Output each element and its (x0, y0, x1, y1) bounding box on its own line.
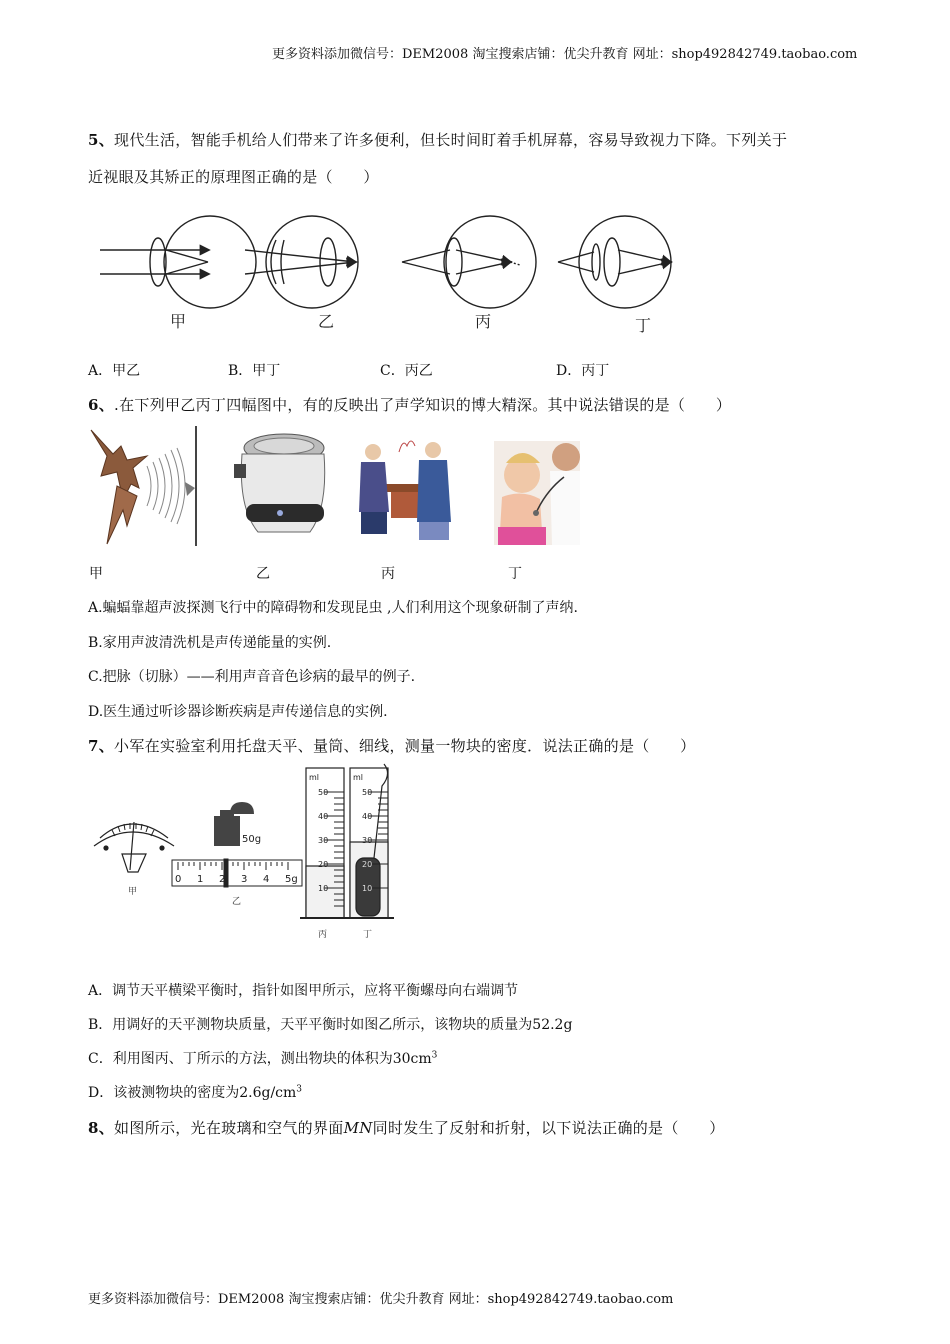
eye-diagram-yi (245, 216, 358, 308)
q6-pulse-diagnosis-image (355, 432, 455, 546)
eye-diagram-bing (402, 216, 536, 308)
q7-figure (88, 762, 408, 942)
q7-option-c-sup: 3 (431, 1050, 438, 1061)
page-header: 更多资料添加微信号：DEM2008 淘宝搜索店铺：优尖升教育 网址：shop492842749.taobao.com (272, 47, 858, 62)
q6-stethoscope-image (494, 441, 580, 545)
q5-fig-label-ding: 丁 (635, 316, 652, 335)
q7-fig-label-ding: 丁 (363, 930, 373, 940)
q5-text-1: 现代生活，智能手机给人们带来了许多便利，但长时间盯着手机屏幕，容易导致视力下降。下列关于 (114, 131, 788, 149)
q6-option-b: B.家用声波清洗机是声传递能量的实例. (88, 635, 332, 651)
q7-fig-label-jia: 甲 (128, 887, 138, 897)
q7-stem (88, 735, 695, 756)
ruler-tick-5: 5g (285, 874, 298, 885)
riding-scale-ruler (172, 859, 302, 887)
ruler-tick-1: 1 (197, 874, 204, 885)
q5-option-a: A．甲乙 (88, 363, 141, 379)
eye-diagram-jia (100, 216, 256, 308)
q5-fig-label-yi: 乙 (318, 312, 335, 331)
q7-option-c (88, 1048, 437, 1068)
q6-fig-label-jia: 甲 (89, 566, 103, 582)
q7-option-b: B．用调好的天平测物块质量，天平平衡时如图乙所示，该物块的质量为52.2g (88, 1017, 573, 1033)
q6-fig-label-ding: 丁 (508, 566, 522, 582)
q6-number: 6、 (88, 396, 115, 414)
q6-option-d: D.医生通过听诊器诊断疾病是声传递信息的实例. (88, 704, 388, 720)
balance-pointer-diagram (94, 822, 174, 872)
cyl-bing-tick-20: 20 (318, 860, 329, 869)
q6-stem (88, 394, 731, 415)
cyl-ding-tick-10: 10 (362, 884, 373, 893)
cyl-ding-unit: ml (353, 773, 364, 782)
q6-option-c: C.把脉（切脉）——利用声音音色诊病的最早的例子. (88, 669, 416, 685)
cyl-ding-tick-50: 50 (362, 788, 373, 797)
weight-label: 50g (242, 834, 262, 845)
q6-fig-label-bing: 丙 (381, 566, 395, 582)
q6-ultrasonic-cleaner-image (228, 428, 332, 544)
q7-fig-label-yi: 乙 (232, 897, 242, 907)
page-footer: 更多资料添加微信号：DEM2008 淘宝搜索店铺：优尖升教育 网址：shop492842749.taobao.com (88, 1292, 674, 1307)
q8-interface-mn: MN (343, 1119, 373, 1137)
cyl-bing-tick-40: 40 (318, 812, 329, 821)
ruler-tick-3: 3 (241, 874, 248, 885)
q6-fig-label-yi: 乙 (256, 566, 270, 582)
ruler-tick-0: 0 (175, 874, 182, 885)
ruler-tick-2: 2 (219, 874, 226, 885)
ruler-tick-4: 4 (263, 874, 270, 885)
q5-option-b: B．甲丁 (228, 363, 281, 379)
q5-eye-diagrams (90, 210, 690, 340)
q5-number: 5、 (88, 131, 115, 149)
q5-fig-label-jia: 甲 (170, 312, 187, 331)
q5-fig-label-bing: 丙 (475, 312, 492, 331)
q7-option-a: A．调节天平横梁平衡时，指针如图甲所示，应将平衡螺母向右端调节 (88, 983, 519, 999)
cyl-bing-tick-10: 10 (318, 884, 329, 893)
q7-fig-label-bing: 丙 (318, 930, 328, 940)
cyl-bing-tick-30: 30 (318, 836, 329, 845)
cyl-ding-tick-30: 30 (362, 836, 373, 845)
q8-number: 8、 (88, 1119, 115, 1137)
q5-option-d: D．丙丁 (556, 363, 610, 379)
q7-text: 小军在实验室利用托盘天平、量筒、细线，测量一物块的密度．说法正确的是（ ） (114, 737, 696, 755)
cyl-bing-tick-50: 50 (318, 788, 329, 797)
cyl-bing-unit: ml (309, 773, 320, 782)
q7-option-c-text: C．利用图丙、丁所示的方法，测出物块的体积为30cm (88, 1051, 432, 1067)
eye-diagram-ding (558, 216, 671, 308)
q6-bat-image (87, 426, 199, 546)
cyl-ding-tick-40: 40 (362, 812, 373, 821)
q7-option-d (88, 1082, 302, 1102)
q6-text: .在下列甲乙丙丁四幅图中，有的反映出了声学知识的博大精深。其中说法错误的是（ ） (114, 396, 732, 414)
q8-text-a: 如图所示，光在玻璃和空气的界面 (114, 1119, 344, 1137)
q8-text-b: 同时发生了反射和折射，以下说法正确的是（ ） (372, 1119, 725, 1137)
cyl-ding-tick-20: 20 (362, 860, 373, 869)
q8-stem (88, 1117, 725, 1138)
q6-option-a: A.蝙蝠靠超声波探测飞行中的障碍物和发现昆虫 ,人们利用这个现象研制了声纳. (88, 600, 578, 616)
q7-option-d-text: D．该被测物块的密度为2.6g/cm (88, 1085, 297, 1101)
q7-option-d-sup: 3 (296, 1084, 303, 1095)
q7-number: 7、 (88, 737, 115, 755)
q5-stem-line1 (88, 129, 787, 150)
q5-option-c: C．丙乙 (380, 363, 433, 379)
q5-stem-line2: 近视眼及其矫正的原理图正确的是（ ） (88, 168, 379, 186)
